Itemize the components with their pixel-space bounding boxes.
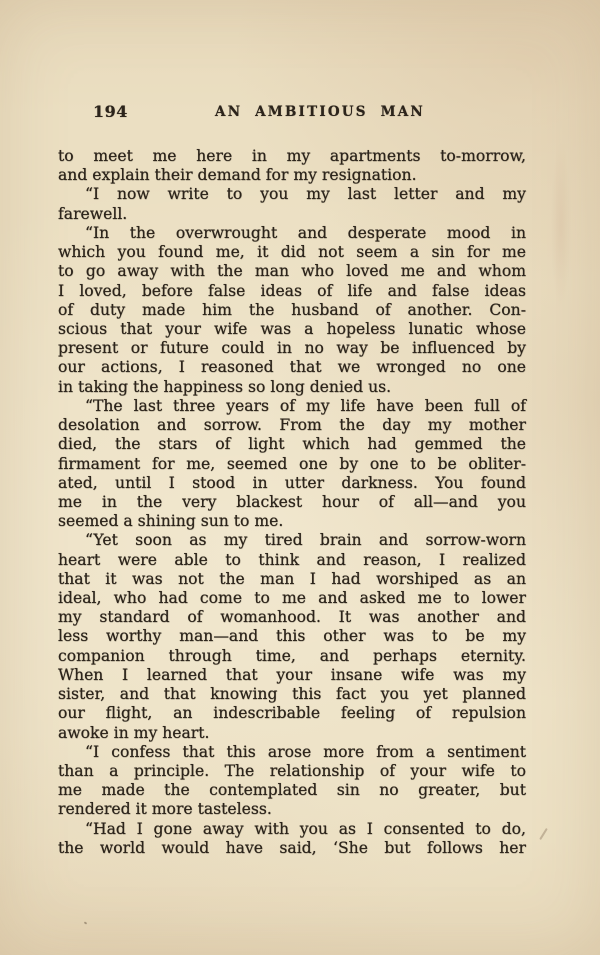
text-line: farewell. (58, 204, 128, 223)
text-line: and explain their demand for my resignation. (58, 166, 417, 185)
paper-stain (548, 120, 574, 330)
text-line: “The last three years of my life have been full of (85, 396, 526, 415)
text-line: the world would have said, ‘She but follows her (58, 838, 526, 857)
text-line: to meet me here in my apartments to-morrow, (58, 147, 526, 165)
text-line: “I confess that this arose more from a sentiment (85, 742, 526, 761)
text-line: in taking the happiness so long denied us. (58, 377, 392, 396)
running-title: AN AMBITIOUS MAN (215, 104, 425, 120)
text-line: present or future could in no way be influenced by (58, 339, 526, 358)
text-line: of duty made him the husband of another. Con- (58, 300, 526, 319)
text-line: companion through time, and perhaps eternity. (58, 646, 526, 665)
text-line: heart were able to think and reason, I realized (58, 550, 526, 569)
text-line: my standard of womanhood. It was another and (58, 608, 526, 627)
text-line: than a principle. The relationship of your wife to (58, 762, 526, 780)
text-line: awoke in my heart. (58, 723, 210, 742)
page-header (0, 102, 600, 124)
text-line: me in the very blackest hour of all—and you (58, 492, 526, 511)
pencil-mark (539, 828, 548, 840)
text-line: “In the overwrought and desperate mood in (85, 223, 526, 242)
text-line: our actions, I reasoned that we wronged no one (58, 358, 526, 377)
text-line: to go away with the man who loved me and whom (58, 262, 526, 281)
page-number: 194 (93, 102, 128, 121)
text-line: “Yet soon as my tired brain and sorrow-worn (85, 531, 526, 550)
text-line: which you found me, it did not seem a sin for me (58, 243, 526, 262)
text-line: seemed a shining sun to me. (58, 512, 284, 531)
text-line: rendered it more tasteless. (58, 800, 272, 819)
text-line: less worthy man—and this other was to be my (58, 627, 526, 646)
text-line: scious that your wife was a hopeless lunatic whose (58, 319, 526, 338)
text-line: our flight, an indescribable feeling of repulsion (58, 704, 526, 723)
text-line: ated, until I stood in utter darkness. You found (58, 473, 526, 492)
text-line: I loved, before false ideas of life and false ideas (58, 281, 526, 300)
paper-speck (84, 921, 88, 924)
text-line: that it was not the man I had worshiped as an (58, 569, 526, 588)
text-line: “Had I gone away with you as I consented to do, (85, 819, 526, 838)
text-line: When I learned that your insane wife was my (58, 665, 526, 684)
text-line: sister, and that knowing this fact you yet planned (58, 685, 526, 704)
text-line: ideal, who had come to me and asked me to lower (58, 589, 526, 608)
text-line: me made the contemplated sin no greater, but (58, 781, 526, 800)
text-line: “I now write to you my last letter and my (85, 185, 526, 204)
text-line: firmament for me, seemed one by one to be obliter- (58, 454, 526, 473)
text-line: died, the stars of light which had gemmed the (58, 435, 526, 454)
text-line: desolation and sorrow. From the day my mother (58, 416, 526, 435)
page-text-block (58, 147, 526, 858)
